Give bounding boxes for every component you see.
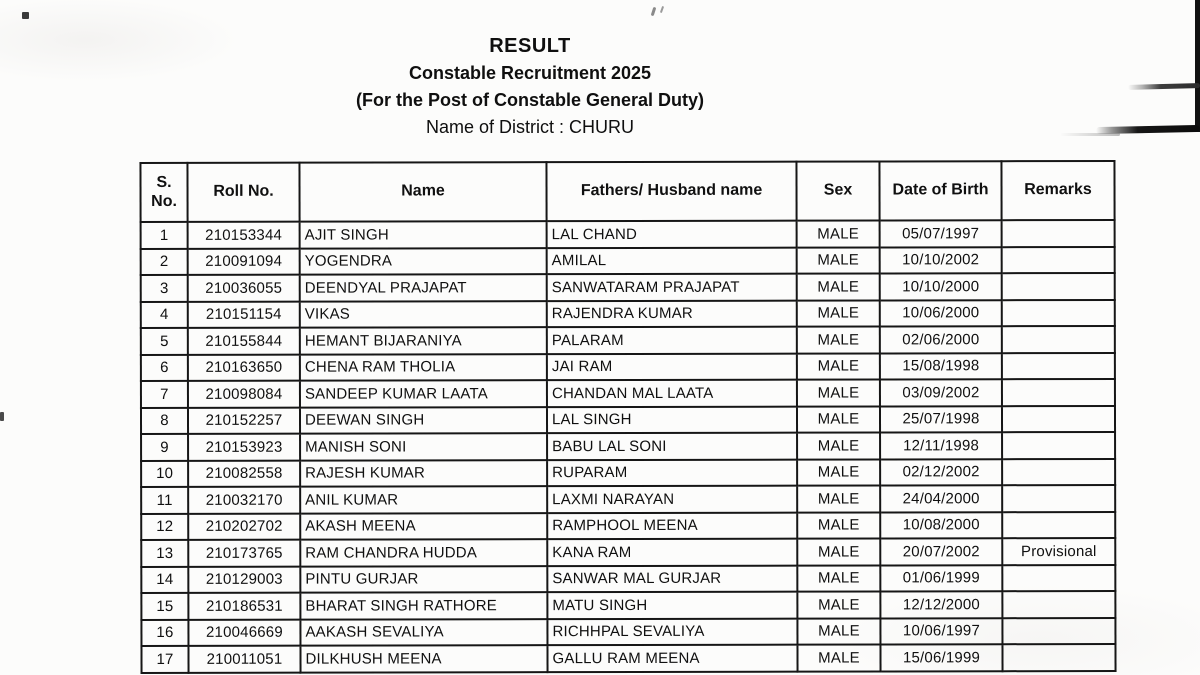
cell-name: RAJESH KUMAR xyxy=(300,460,547,487)
cell-sex: MALE xyxy=(797,353,880,380)
cell-roll-no: 210153344 xyxy=(188,222,300,249)
scan-mark-artifact xyxy=(651,7,657,16)
scan-dot-artifact xyxy=(22,12,29,19)
cell-sex: MALE xyxy=(797,512,880,539)
cell-roll-no: 210011051 xyxy=(188,646,300,673)
col-header-father: Fathers/ Husband name xyxy=(546,162,796,222)
table-row xyxy=(141,591,1115,620)
table-row xyxy=(141,405,1115,434)
cell-dob: 12/12/2000 xyxy=(880,591,1002,618)
cell-father-name: LAL CHAND xyxy=(547,221,797,248)
table-row xyxy=(141,299,1115,328)
cell-sno: 3 xyxy=(141,275,188,302)
cell-name: DILKHUSH MEENA xyxy=(300,645,547,672)
cell-sex: MALE xyxy=(797,485,880,512)
cell-remarks xyxy=(1002,273,1115,300)
cell-sno: 11 xyxy=(141,487,188,514)
cell-father-name: LAL SINGH xyxy=(547,406,797,433)
scan-mark-artifact xyxy=(660,6,664,13)
col-header-roll-no: Roll No. xyxy=(187,163,299,222)
col-header-dob: Date of Birth xyxy=(879,161,1001,220)
cell-sno: 2 xyxy=(141,248,188,275)
cell-sno: 5 xyxy=(141,328,188,355)
cell-roll-no: 210152257 xyxy=(188,407,300,434)
cell-roll-no: 210151154 xyxy=(188,301,300,328)
table-body xyxy=(141,220,1116,673)
cell-sno: 7 xyxy=(141,381,188,408)
cell-father-name: RICHHPAL SEVALIYA xyxy=(547,618,797,645)
col-header-sno: S. No. xyxy=(140,163,187,222)
cell-sex: MALE xyxy=(797,406,880,433)
cell-dob: 02/06/2000 xyxy=(880,326,1002,353)
cell-name: MANISH SONI xyxy=(300,433,547,460)
cell-sex: MALE xyxy=(797,247,880,274)
cell-sex: MALE xyxy=(797,326,880,353)
cell-name: DEEWAN SINGH xyxy=(300,407,547,434)
cell-father-name: KANA RAM xyxy=(547,539,797,566)
result-table xyxy=(139,160,1116,674)
cell-name: CHENA RAM THOLIA xyxy=(300,354,547,381)
table-row xyxy=(141,379,1115,408)
cell-dob: 10/08/2000 xyxy=(880,512,1002,539)
cell-roll-no: 210036055 xyxy=(188,275,300,302)
cell-dob: 15/06/1999 xyxy=(880,644,1002,671)
cell-sno: 15 xyxy=(141,593,188,620)
cell-remarks xyxy=(1002,246,1115,273)
cell-remarks xyxy=(1002,591,1115,618)
cell-name: AJIT SINGH xyxy=(300,221,547,248)
cell-remarks xyxy=(1002,458,1115,485)
col-header-name: Name xyxy=(299,162,546,222)
cell-sno: 4 xyxy=(141,301,188,328)
scan-mark-artifact xyxy=(0,412,4,421)
cell-name: DEENDYAL PRAJAPAT xyxy=(300,274,547,301)
cell-sno: 17 xyxy=(141,646,188,673)
cell-father-name: JAI RAM xyxy=(547,353,797,380)
cell-father-name: RAMPHOOL MEENA xyxy=(547,512,797,539)
cell-dob: 01/06/1999 xyxy=(880,565,1002,592)
cell-dob: 12/11/1998 xyxy=(880,432,1002,459)
cell-dob: 10/06/2000 xyxy=(880,300,1002,327)
result-title: RESULT xyxy=(489,35,571,57)
cell-dob: 20/07/2002 xyxy=(880,538,1002,565)
cell-sex: MALE xyxy=(797,618,880,645)
cell-dob: 10/10/2002 xyxy=(880,247,1002,274)
cell-remarks xyxy=(1002,405,1115,432)
cell-sno: 16 xyxy=(141,619,188,646)
cell-roll-no: 210163650 xyxy=(188,354,300,381)
table-row xyxy=(141,432,1115,461)
cell-roll-no: 210082558 xyxy=(188,460,300,487)
cell-sno: 13 xyxy=(141,540,188,567)
cell-name: AKASH MEENA xyxy=(300,513,547,540)
cell-name: RAM CHANDRA HUDDA xyxy=(300,539,547,566)
cell-father-name: LAXMI NARAYAN xyxy=(547,486,797,513)
cell-father-name: RAJENDRA KUMAR xyxy=(547,300,797,327)
cell-father-name: AMILAL xyxy=(547,247,797,274)
cell-name: SANDEEP KUMAR LAATA xyxy=(300,380,547,407)
table-row xyxy=(141,644,1115,673)
cell-sex: MALE xyxy=(797,591,880,618)
cell-name: YOGENDRA xyxy=(300,248,547,275)
cell-remarks: Provisional xyxy=(1002,538,1115,565)
cell-roll-no: 210153923 xyxy=(188,434,300,461)
cell-remarks xyxy=(1002,220,1115,247)
cell-sex: MALE xyxy=(797,300,880,327)
cell-sex: MALE xyxy=(797,432,880,459)
cell-sno: 9 xyxy=(141,434,188,461)
recruitment-title: Constable Recruitment 2025 xyxy=(408,63,652,83)
cell-remarks xyxy=(1002,299,1115,326)
table-row xyxy=(141,511,1115,540)
table-row xyxy=(141,617,1115,646)
cell-remarks xyxy=(1002,644,1115,671)
cell-sex: MALE xyxy=(797,220,880,247)
cell-remarks xyxy=(1002,432,1115,459)
cell-father-name: GALLU RAM MEENA xyxy=(547,645,797,672)
cell-sex: MALE xyxy=(797,565,880,592)
scan-smudge-artifact xyxy=(1060,133,1120,136)
cell-father-name: SANWAR MAL GURJAR xyxy=(547,565,797,592)
cell-name: VIKAS xyxy=(300,301,547,328)
table-row xyxy=(141,458,1115,487)
table-row xyxy=(141,220,1115,249)
cell-sex: MALE xyxy=(797,538,880,565)
cell-father-name: CHANDAN MAL LAATA xyxy=(547,380,797,407)
cell-dob: 03/09/2002 xyxy=(880,379,1002,406)
table-row xyxy=(141,352,1115,381)
cell-father-name: BABU LAL SONI xyxy=(547,433,797,460)
cell-roll-no: 210129003 xyxy=(188,566,300,593)
cell-sno: 14 xyxy=(141,566,188,593)
cell-name: PINTU GURJAR xyxy=(300,566,547,593)
cell-sex: MALE xyxy=(797,644,880,671)
cell-dob: 24/04/2000 xyxy=(880,485,1002,512)
cell-roll-no: 210046669 xyxy=(188,619,300,646)
table-row xyxy=(141,326,1115,355)
cell-father-name: MATU SINGH xyxy=(547,592,797,619)
cell-sex: MALE xyxy=(797,379,880,406)
cell-dob: 10/06/1997 xyxy=(880,618,1002,645)
cell-sno: 10 xyxy=(141,460,188,487)
cell-sno: 6 xyxy=(141,354,188,381)
cell-dob: 15/08/1998 xyxy=(880,353,1002,380)
cell-name: ANIL KUMAR xyxy=(300,486,547,513)
cell-father-name: PALARAM xyxy=(547,327,797,354)
district-name-line: Name of District : CHURU xyxy=(425,117,635,137)
cell-roll-no: 210155844 xyxy=(188,328,300,355)
table-header-row xyxy=(140,161,1114,222)
col-header-sex: Sex xyxy=(796,161,879,220)
cell-father-name: SANWATARAM PRAJAPAT xyxy=(547,274,797,301)
table-row xyxy=(141,246,1115,275)
cell-remarks xyxy=(1002,326,1115,353)
cell-dob: 05/07/1997 xyxy=(880,220,1002,247)
document-header xyxy=(0,33,1060,141)
scan-edge-bar-artifact xyxy=(1195,0,1200,132)
scan-smudge-artifact xyxy=(1128,83,1200,90)
cell-dob: 25/07/1998 xyxy=(880,406,1002,433)
cell-remarks xyxy=(1002,511,1115,538)
cell-roll-no: 210091094 xyxy=(188,248,300,275)
post-subtitle: (For the Post of Constable General Duty) xyxy=(355,90,705,110)
cell-roll-no: 210173765 xyxy=(188,540,300,567)
cell-sex: MALE xyxy=(797,273,880,300)
cell-name: HEMANT BIJARANIYA xyxy=(300,327,547,354)
cell-sno: 1 xyxy=(141,222,188,249)
cell-roll-no: 210202702 xyxy=(188,513,300,540)
cell-roll-no: 210186531 xyxy=(188,593,300,620)
cell-dob: 10/10/2000 xyxy=(880,273,1002,300)
cell-remarks xyxy=(1002,564,1115,591)
cell-remarks xyxy=(1002,617,1115,644)
cell-remarks xyxy=(1002,485,1115,512)
scan-smudge-artifact xyxy=(1096,125,1200,134)
cell-father-name: RUPARAM xyxy=(547,459,797,486)
cell-sex: MALE xyxy=(797,459,880,486)
cell-name: BHARAT SINGH RATHORE xyxy=(300,592,547,619)
table-row xyxy=(141,273,1115,302)
cell-sno: 12 xyxy=(141,513,188,540)
cell-roll-no: 210098084 xyxy=(188,381,300,408)
cell-name: AAKASH SEVALIYA xyxy=(300,619,547,646)
table-row xyxy=(141,564,1115,593)
cell-sno: 8 xyxy=(141,407,188,434)
cell-remarks xyxy=(1002,352,1115,379)
table-row xyxy=(141,485,1115,514)
cell-remarks xyxy=(1002,379,1115,406)
table-row xyxy=(141,538,1115,567)
cell-roll-no: 210032170 xyxy=(188,487,300,514)
col-header-remarks: Remarks xyxy=(1001,161,1114,220)
cell-dob: 02/12/2002 xyxy=(880,459,1002,486)
